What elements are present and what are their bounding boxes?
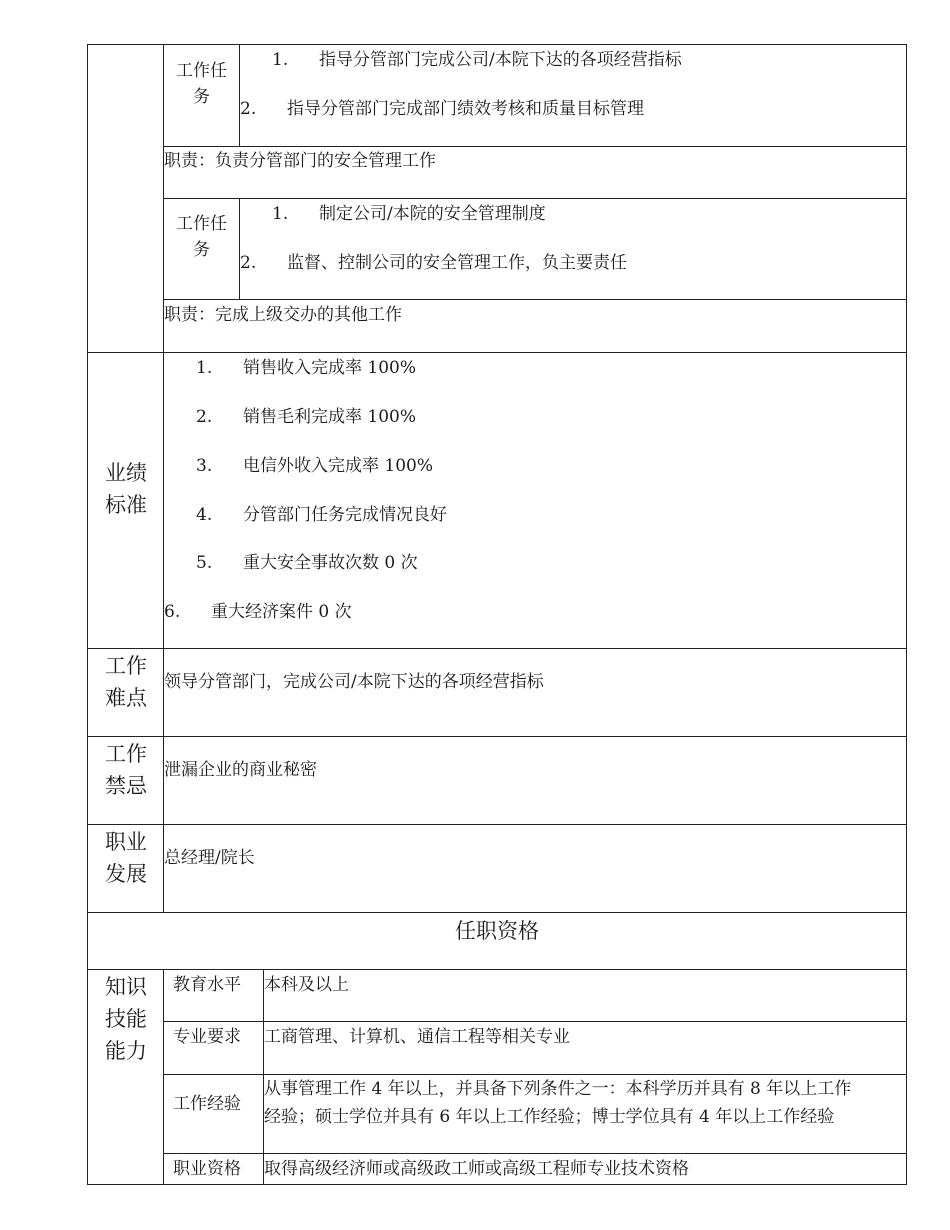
list-number: 3. xyxy=(196,456,213,476)
career-label: 职业发展 xyxy=(105,830,147,886)
taboo-label: 工作禁忌 xyxy=(105,742,147,798)
list-item: 指导分管部门完成公司/本院下达的各项经营指标 xyxy=(319,50,682,70)
list-number: 6. xyxy=(164,602,181,622)
row-divider xyxy=(87,352,907,353)
difficulty-label: 工作难点 xyxy=(105,654,147,710)
row-divider xyxy=(87,736,907,737)
list-number: 2. xyxy=(196,407,213,427)
taboo-text: 泄漏企业的商业秘密 xyxy=(164,760,317,780)
qualification-value: 从事管理工作 4 年以上，并具备下列条件之一：本科学历并具有 8 年以上工作 xyxy=(264,1079,852,1099)
qualification-label: 职业资格 xyxy=(173,1159,241,1179)
list-item: 重大经济案件 0 次 xyxy=(211,602,352,622)
row-divider xyxy=(87,648,907,649)
row-divider xyxy=(163,299,907,300)
row-divider xyxy=(87,969,907,970)
list-item: 监督、控制公司的安全管理工作，负主要责任 xyxy=(287,253,627,273)
task-label: 工作任务 xyxy=(176,61,227,107)
qualification-value: 本科及以上 xyxy=(264,975,349,995)
list-item: 分管部门任务完成情况良好 xyxy=(243,505,447,525)
list-item: 销售收入完成率 100% xyxy=(243,358,417,378)
row-divider xyxy=(163,198,907,199)
duty-statement: 职责：负责分管部门的安全管理工作 xyxy=(164,151,436,171)
list-number: 2. xyxy=(240,253,257,273)
knowledge-skills-label: 知识技能能力 xyxy=(105,975,147,1063)
column-divider xyxy=(163,44,164,913)
row-divider xyxy=(163,1074,907,1075)
list-item: 电信外收入完成率 100% xyxy=(243,456,434,476)
row-divider xyxy=(87,824,907,825)
list-number: 4. xyxy=(196,505,213,525)
difficulty-text: 领导分管部门，完成公司/本院下达的各项经营指标 xyxy=(164,672,544,692)
list-number: 1. xyxy=(272,50,289,70)
duty-statement: 职责：完成上级交办的其他工作 xyxy=(164,305,402,325)
list-item: 指导分管部门完成部门绩效考核和质量目标管理 xyxy=(287,99,644,119)
row-divider xyxy=(163,146,907,147)
task-label: 工作任务 xyxy=(176,214,227,260)
list-item: 销售毛利完成率 100% xyxy=(243,407,417,427)
task-label-divider xyxy=(239,44,240,147)
list-number: 1. xyxy=(272,204,289,224)
row-divider xyxy=(163,1153,907,1154)
list-number: 1. xyxy=(196,358,213,378)
list-item: 重大安全事故次数 0 次 xyxy=(243,553,418,573)
qualification-label: 工作经验 xyxy=(173,1094,241,1114)
career-text: 总经理/院长 xyxy=(164,848,255,868)
row-divider xyxy=(87,912,907,913)
qualification-value: 工商管理、计算机、通信工程等相关专业 xyxy=(264,1027,570,1047)
performance-label: 业绩标准 xyxy=(105,461,147,517)
list-number: 2. xyxy=(240,99,257,119)
qualification-label: 教育水平 xyxy=(173,975,241,995)
qualifications-title: 任职资格 xyxy=(455,919,539,943)
task-label-divider xyxy=(239,198,240,300)
qualification-label: 专业要求 xyxy=(173,1027,241,1047)
row-divider xyxy=(163,1021,907,1022)
qualification-value: 经验；硕士学位并具有 6 年以上工作经验；博士学位具有 4 年以上工作经验 xyxy=(264,1107,835,1127)
list-item: 制定公司/本院的安全管理制度 xyxy=(319,204,546,224)
qualification-value: 取得高级经济师或高级政工师或高级工程师专业技术资格 xyxy=(264,1159,689,1179)
list-number: 5. xyxy=(196,553,213,573)
